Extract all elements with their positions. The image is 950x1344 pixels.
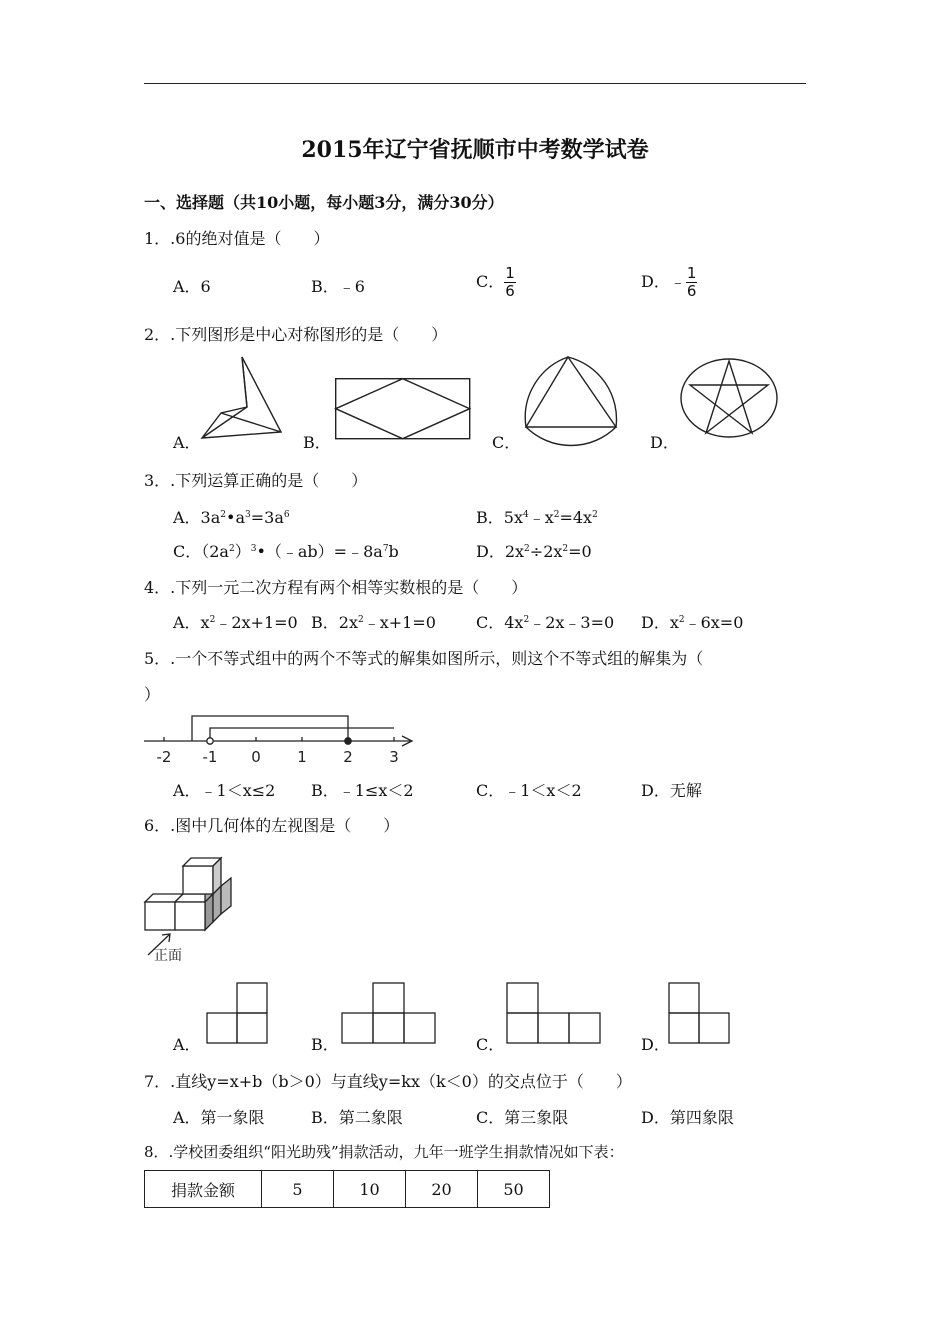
q5-number-line bbox=[144, 712, 419, 768]
q6-option-a[interactable]: A． bbox=[173, 1035, 201, 1054]
q2-option-c[interactable]: C． bbox=[492, 433, 521, 452]
q4-option-d[interactable]: D．$x^2﹣6x=0$ bbox=[641, 613, 744, 632]
q5-option-c[interactable]: C．﹣1＜x＜2 bbox=[476, 781, 582, 800]
q2-option-b[interactable]: B． bbox=[303, 433, 331, 452]
q2-option-a[interactable]: A． bbox=[173, 433, 201, 452]
question-8-stem: 8．.学校团委组织“阳光助残”捐款活动，九年一班学生捐款情况如下表： bbox=[144, 1143, 624, 1161]
q6-view-c bbox=[505, 982, 603, 1044]
table-row bbox=[145, 1171, 550, 1208]
q7-option-a[interactable]: A．第一象限 bbox=[173, 1108, 265, 1127]
q3-option-d[interactable]: D．$2x^2\div 2x^2=0$ bbox=[476, 542, 592, 561]
axis-tick-label: 3 bbox=[389, 748, 399, 766]
table-cell: 5 bbox=[262, 1171, 334, 1208]
axis-tick-label: -2 bbox=[156, 748, 172, 766]
q1-fraction-d bbox=[686, 265, 698, 300]
q6-view-a bbox=[205, 982, 269, 1044]
question-5-stem-line1: 5．.一个不等式组中的两个不等式的解集如图所示，则这个不等式组的解集为（ bbox=[144, 649, 704, 668]
question-1-stem: 1．.6的绝对值是（ ） bbox=[144, 229, 330, 248]
header-rule bbox=[144, 83, 806, 84]
q5-option-d[interactable]: D．无解 bbox=[641, 781, 702, 800]
table-header-cell: 捐款金额 bbox=[145, 1171, 262, 1208]
q1-option-c-label: C． bbox=[476, 272, 505, 291]
q2-figure-d-star-in-ellipse bbox=[680, 357, 780, 439]
fraction-denominator: 6 bbox=[686, 282, 697, 300]
q6-option-d[interactable]: D． bbox=[641, 1035, 670, 1054]
q2-figure-b-rhombus-in-rectangle bbox=[335, 378, 471, 440]
fraction-numerator: 1 bbox=[505, 264, 515, 282]
question-2-stem: 2．.下列图形是中心对称图形的是（ ） bbox=[144, 325, 448, 344]
q5-option-b[interactable]: B．﹣1≤x＜2 bbox=[311, 781, 414, 800]
q6-option-c[interactable]: C． bbox=[476, 1035, 505, 1054]
q1-option-c[interactable] bbox=[476, 265, 516, 300]
q6-solid-figure bbox=[140, 852, 240, 964]
axis-tick-label: 0 bbox=[251, 748, 261, 766]
q2-figure-c-reuleaux-triangle bbox=[520, 355, 624, 445]
table-cell: 20 bbox=[406, 1171, 478, 1208]
q1-option-a[interactable]: A．6 bbox=[173, 277, 211, 296]
q7-option-d[interactable]: D．第四象限 bbox=[641, 1108, 734, 1127]
front-label: 正面 bbox=[154, 948, 182, 964]
question-5-stem-line2: ） bbox=[144, 685, 161, 704]
table-cell: 10 bbox=[334, 1171, 406, 1208]
q1-option-d[interactable] bbox=[641, 265, 697, 300]
q3-option-b[interactable]: B．$5x^4﹣x^2=4x^2$ bbox=[476, 508, 598, 527]
donation-table bbox=[144, 1170, 550, 1208]
page-title: 2015年辽宁省抚顺市中考数学试卷 bbox=[301, 137, 649, 163]
axis-tick-label: 1 bbox=[297, 748, 307, 766]
q2-figure-a-triangle-star bbox=[195, 355, 285, 445]
q4-option-a[interactable]: A．$x^2﹣2x+1=0$ bbox=[173, 613, 298, 632]
section-heading: 一、选择题（共10小题，每小题3分，满分30分） bbox=[144, 193, 504, 212]
q6-view-b bbox=[341, 982, 437, 1044]
q3-option-c[interactable]: C．$(2a^2)^3•(﹣ab)=﹣8a^7b$ bbox=[173, 542, 399, 561]
q1-option-b[interactable]: B．﹣6 bbox=[311, 277, 365, 296]
q6-view-d bbox=[667, 982, 731, 1044]
q2-option-d[interactable]: D． bbox=[650, 433, 679, 452]
fraction-numerator: 1 bbox=[686, 264, 697, 282]
q1-option-d-label: D．﹣ bbox=[641, 272, 686, 291]
fraction-denominator: 6 bbox=[505, 282, 515, 300]
question-7-stem: 7．.直线y=x+b（b＞0）与直线y=kx（k＜0）的交点位于（ ） bbox=[144, 1072, 632, 1091]
q6-option-b[interactable]: B． bbox=[311, 1035, 339, 1054]
q4-option-c[interactable]: C．$4x^2﹣2x﹣3=0$ bbox=[476, 613, 615, 632]
q5-option-a[interactable]: A．﹣1＜x≤2 bbox=[173, 781, 276, 800]
axis-tick-label: -1 bbox=[202, 748, 218, 766]
question-4-stem: 4．.下列一元二次方程有两个相等实数根的是（ ） bbox=[144, 578, 528, 597]
q3-option-a[interactable]: A．$3a^2•a^3=3a^6$ bbox=[173, 508, 290, 527]
q7-option-c[interactable]: C．第三象限 bbox=[476, 1108, 569, 1127]
q7-option-b[interactable]: B．第二象限 bbox=[311, 1108, 403, 1127]
q4-option-b[interactable]: B．$2x^2﹣x+1=0$ bbox=[311, 613, 436, 632]
question-6-stem: 6．.图中几何体的左视图是（ ） bbox=[144, 816, 400, 835]
question-3-stem: 3．.下列运算正确的是（ ） bbox=[144, 471, 368, 490]
q1-fraction-c bbox=[504, 265, 516, 300]
axis-tick-label: 2 bbox=[343, 748, 353, 766]
table-cell: 50 bbox=[478, 1171, 550, 1208]
